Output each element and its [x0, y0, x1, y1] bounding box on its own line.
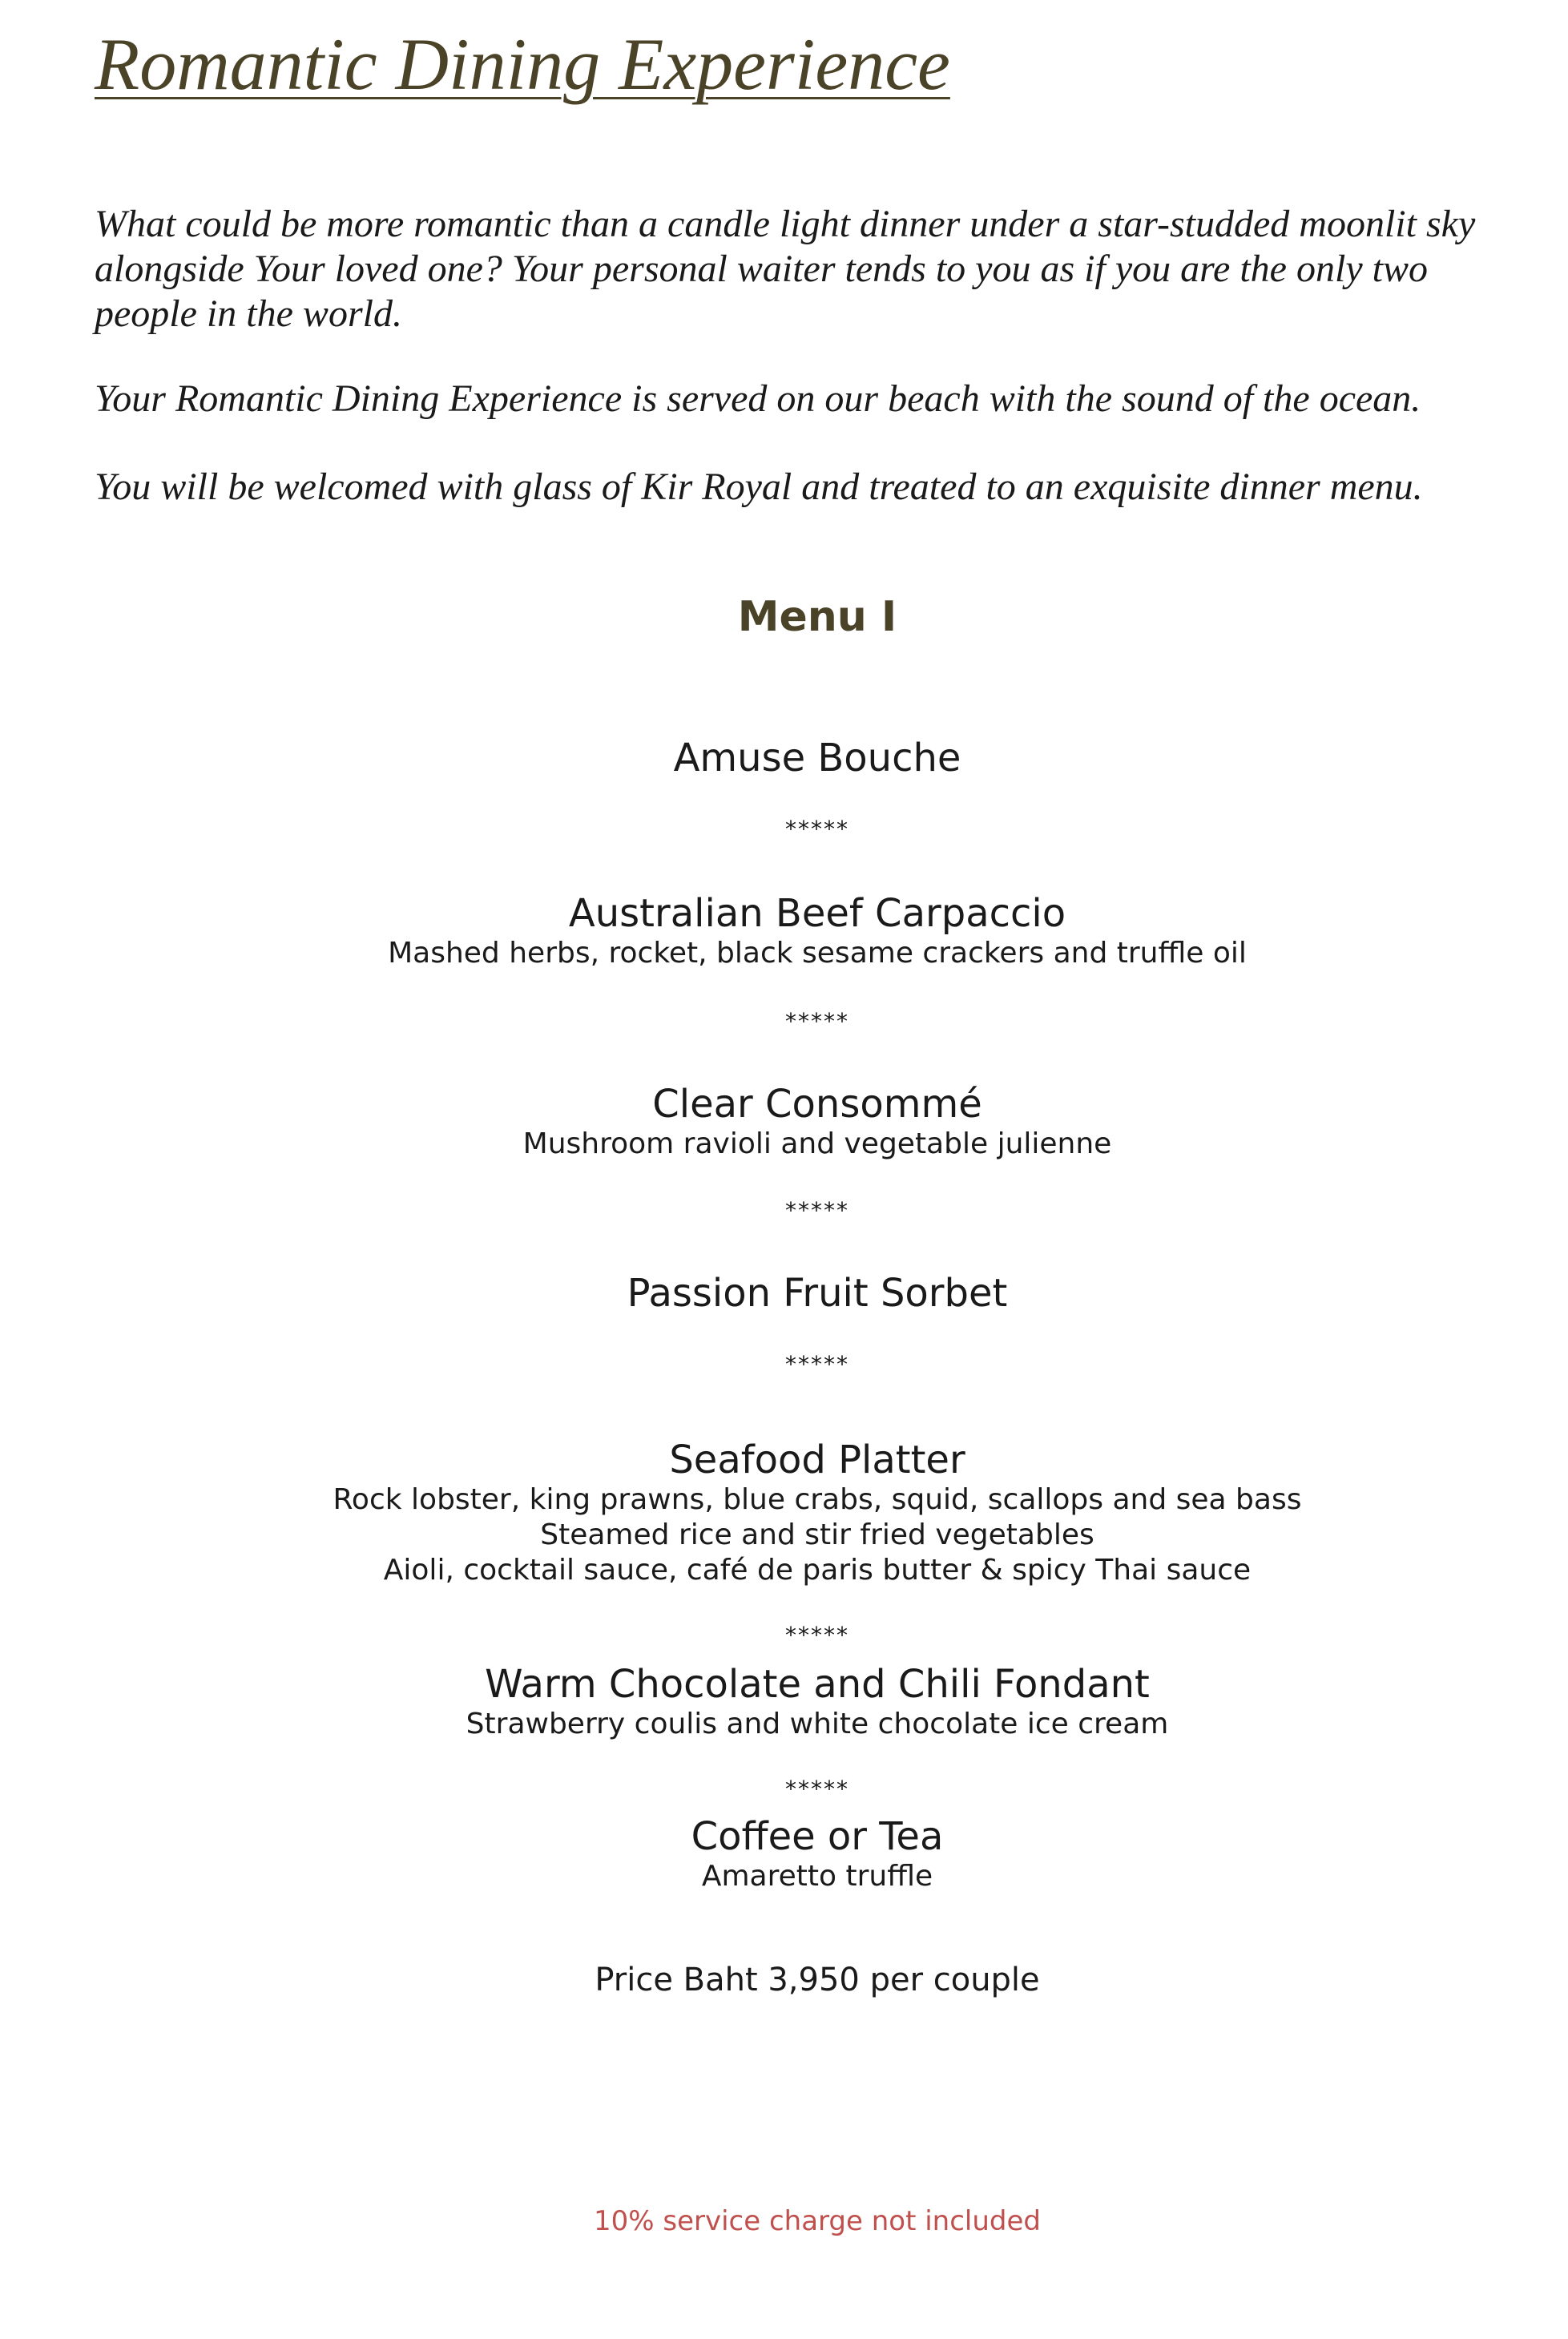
course-separator: *****	[785, 1351, 849, 1377]
course-description: Mashed herbs, rocket, black sesame crackers and truffle oil	[388, 937, 1247, 970]
course-description: Aioli, cocktail sauce, café de paris butter & spicy Thai sauce	[383, 1554, 1252, 1587]
course-title: Coffee or Tea	[691, 1814, 944, 1859]
price-text: Price Baht 3,950 per couple	[595, 1962, 1040, 1998]
course-title: Australian Beef Carpaccio	[568, 891, 1066, 936]
course-separator: *****	[785, 1008, 849, 1034]
course-separator: *****	[785, 1197, 849, 1224]
course-separator: *****	[785, 1776, 849, 1802]
course-description: Steamed rice and stir fried vegetables	[540, 1518, 1094, 1551]
course-title: Passion Fruit Sorbet	[627, 1271, 1008, 1316]
course-title: Amuse Bouche	[673, 736, 961, 780]
course-title: Seafood Platter	[669, 1438, 965, 1482]
menu-heading: Menu I	[737, 593, 897, 641]
course-title: Warm Chocolate and Chili Fondant	[485, 1662, 1150, 1707]
course-description: Mushroom ravioli and vegetable julienne	[522, 1127, 1112, 1160]
course-title: Clear Consommé	[652, 1082, 982, 1127]
course-description: Strawberry coulis and white chocolate ice cream	[466, 1708, 1169, 1740]
course-description: Rock lobster, king prawns, blue crabs, squid, scallops and sea bass	[333, 1483, 1302, 1516]
intro-paragraph: What could be more romantic than a candle light dinner under a star-studded moonlit sky alongside Your loved one? Your personal waiter tends to you as if you are the only two people in the world.	[95, 203, 1476, 335]
service-charge-note: 10% service charge not included	[594, 2205, 1041, 2237]
intro-paragraph: Your Romantic Dining Experience is served on our beach with the sound of the ocean.	[95, 377, 1421, 420]
page-title: Romantic Dining Experience	[95, 23, 950, 105]
course-separator: *****	[785, 1622, 849, 1648]
course-separator: *****	[785, 816, 849, 842]
course-description: Amaretto truffle	[701, 1860, 933, 1893]
intro-paragraph: You will be welcomed with glass of Kir Royal and treated to an exquisite dinner menu.	[95, 466, 1423, 508]
